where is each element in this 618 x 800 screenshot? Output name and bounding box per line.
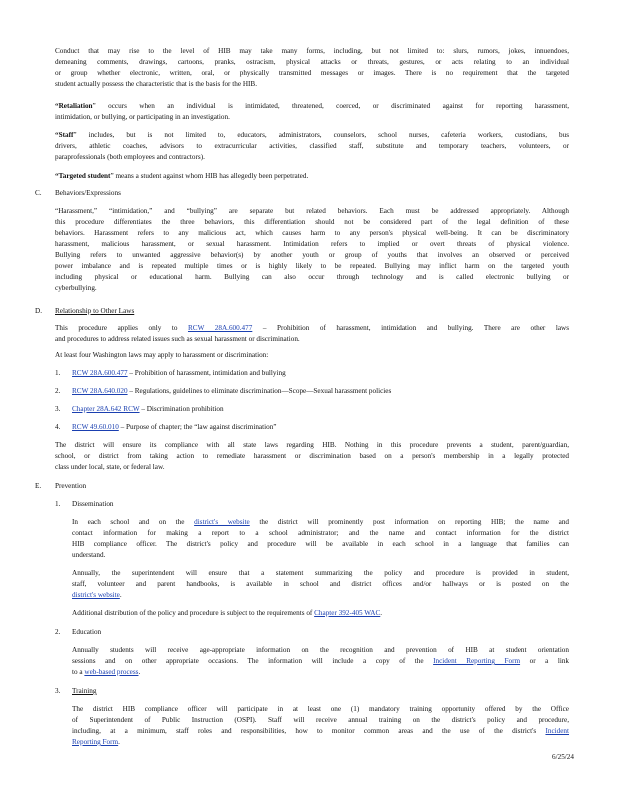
law-description: – Purpose of chapter; the “law against discrimination” — [118, 423, 277, 431]
dissemination-text: staff, volunteer and parent handbooks, is available in school and district offices and/or hallways or is posted on the — [72, 580, 569, 588]
section-d-text: At least four Washington laws may apply to harassment or discrimination: — [55, 351, 269, 359]
section-c-paragraph — [55, 206, 569, 294]
term-targeted-student: “Targeted student — [55, 172, 111, 180]
law-description: – Prohibition of harassment, intimidation and bullying — [127, 369, 286, 377]
education-text: to a — [72, 668, 85, 676]
footer-date: 6/25/24 — [552, 753, 574, 761]
incident-reporting-form-link[interactable]: Incident — [545, 727, 570, 735]
incident-reporting-form-link[interactable]: Incident Reporting Form — [433, 657, 521, 665]
term-staff: “Staff — [55, 131, 74, 139]
section-c-line: Bullying refers to unwanted aggressive behavior(s) by another youth or group of youths that involves an observed or perceived — [55, 251, 569, 259]
section-c-line: harassment, malicious harassment, or sexual harassment. Intimidation refers to implied or overt threats of physical violence. — [55, 240, 569, 248]
law-description: – Regulations, guidelines to eliminate discrimination—Scope—Sexual harassment policies — [127, 387, 392, 395]
law-description: – Discrimination prohibition — [139, 405, 224, 413]
definition-targeted-student — [55, 171, 569, 182]
chapter-28a-642-rcw-link[interactable]: Chapter 28A.642 RCW — [72, 405, 140, 413]
training-title: Training — [72, 687, 97, 695]
dissemination-text: understand. — [72, 551, 106, 559]
section-d-text: and procedures to address related issues such as sexual harassment or discrimination. — [55, 335, 300, 343]
section-d-letter: D. — [35, 307, 42, 315]
subsection-number: 1. — [55, 500, 61, 508]
dissemination-text: In each school and on the — [72, 518, 185, 526]
section-d-paragraph-3 — [55, 440, 569, 473]
training-text: including, at a minimum, staff roles and responsibilities, how to monitor common areas and the use of the district's — [72, 727, 537, 735]
chapter-392-405-wac-link[interactable]: Chapter 392-405 WAC — [314, 609, 381, 617]
section-c-letter: C. — [35, 189, 42, 197]
section-c-line: behaviors. Harassment refers to any malicious act, which causes harm to any person's physical well-being. It can be discriminatory — [55, 229, 569, 237]
section-e-letter: E. — [35, 482, 42, 490]
section-c-title: Behaviors/Expressions — [55, 189, 121, 197]
law-number: 2. — [55, 387, 61, 395]
section-d-text: class under local, state, or federal law. — [55, 463, 165, 471]
education-text: sessions and on other appropriate occasions. The information will include a copy of the — [72, 657, 424, 665]
section-d-text: Prohibition of harassment, intimidation and bullying. There are other laws — [277, 324, 569, 332]
rcw-28a-600-477-link[interactable]: RCW 28A.600.477 — [72, 369, 128, 377]
dissemination-text: Annually, the superintendent will ensure that a statement summarizing the policy and procedure is provided in student, — [72, 569, 569, 577]
section-d-text: school, or district from taking action to remediate harassment or discrimination based on a person's membership in a legally protected — [55, 452, 569, 460]
period: . — [119, 591, 122, 599]
dissemination-text: Additional distribution of the policy and procedure is subject to the requirements of — [72, 609, 313, 617]
intro-paragraph — [55, 46, 569, 90]
dissemination-text: HIB compliance officer. The district's policy and procedure will be available in each school in a language that families can — [72, 540, 569, 548]
education-text: Annually students will receive age-appropriate information on the recognition and prevention of HIB at student orientation — [72, 646, 569, 654]
web-based-process-link[interactable]: web-based process — [84, 668, 139, 676]
education-title: Education — [72, 628, 102, 636]
training-text: of Superintendent of Public Instruction (OSPI). Staff will receive annual training on the district's policy and procedure, — [72, 716, 569, 724]
period: . — [138, 668, 141, 676]
period: . — [380, 609, 383, 617]
intro-line: Conduct that may rise to the level of HIB may take many forms, including, but not limited to: slurs, rumors, jokes, innuendoes, — [55, 47, 569, 55]
rcw-28a-640-020-link[interactable]: RCW 28A.640.020 — [72, 387, 128, 395]
incident-reporting-form-link-continued[interactable]: Reporting Form — [72, 738, 119, 746]
training-text: The district HIB compliance officer will participate in at least one (1) mandatory training opportunity offered by the Office — [72, 705, 569, 713]
section-c-line: power imbalance and is repeated multiple times or is highly likely to be repeated. Bullying may inflict harm on the targeted youth — [55, 262, 569, 270]
definition-retaliation — [55, 101, 569, 123]
rcw-49-60-010-link[interactable]: RCW 49.60.010 — [72, 423, 119, 431]
section-d-text: This procedure applies only to — [55, 324, 178, 332]
district-website-link[interactable]: district's website — [194, 518, 250, 526]
subsection-number: 3. — [55, 687, 61, 695]
section-c-line: “Harassment,” “intimidation,” and “bullying” are separate but related behaviors. Each must be addressed appropriately. Although — [55, 207, 569, 215]
section-d-paragraph-2 — [55, 350, 569, 361]
section-c-line: cyberbullying. — [55, 284, 97, 292]
dissemination-paragraph-3 — [72, 608, 569, 619]
law-item — [72, 386, 569, 397]
section-e-title: Prevention — [55, 482, 87, 490]
definition-text: ” occurs when an individual is intimidated, threatened, coerced, or discriminated against for reporting harassment, — [92, 102, 569, 110]
section-d-paragraph-1: This procedure applies only to RCW 28A.600.477 – Prohibition of harassment, intimidation and bullying. There are other laws and procedures to address related issues such as sexual harassment or discrimination. — [55, 324, 569, 343]
dissemination-text: the district will prominently post information on reporting HIB; the name and — [249, 518, 570, 526]
intro-line: or group whether electronic, written, oral, or physically transmitted messages or images. There is no requirement that the targeted — [55, 69, 569, 77]
rcw-28a-600-477-link[interactable]: RCW 28A.600.477 — [187, 324, 253, 332]
intro-line: demeaning comments, drawings, cartoons, pranks, ostracism, physical attacks or threats, gestures, or acts relating to an individual — [55, 58, 569, 66]
definition-text: ” means a student against whom HIB has allegedly been perpetrated. — [110, 172, 309, 180]
law-item — [72, 404, 569, 415]
section-c-line: this procedure differentiates the three behaviors, this differentiation should not be considered part of the legal definition of these — [55, 218, 569, 226]
dissemination-paragraph-1 — [72, 517, 569, 561]
law-item — [72, 422, 569, 433]
district-website-link[interactable]: district's website — [72, 591, 120, 599]
term-retaliation: “Retaliation — [55, 102, 93, 110]
dissemination-title: Dissemination — [72, 500, 114, 508]
definition-text: drivers, athletic coaches, advisors to extracurricular activities, classified staff, substitute and temporary teachers, volunteers, or — [55, 142, 569, 150]
period: . — [118, 738, 120, 746]
law-item — [72, 368, 569, 379]
law-number: 3. — [55, 405, 61, 413]
definition-staff — [55, 130, 569, 163]
dissemination-text: contact information for making a report to a school administrator; and the name and contact information for the district — [72, 529, 569, 537]
training-paragraph — [72, 704, 569, 748]
intro-line: student actually possess the characteristic that is the basis for the HIB. — [55, 80, 257, 88]
section-d-text: The district will ensure its compliance with all state laws regarding HIB. Nothing in this procedure prevents a student, parent/guardian, — [55, 441, 569, 449]
definition-text: ” includes, but is not limited to, educators, administrators, counselors, school nurses, cafeteria workers, custodians, bus — [73, 131, 569, 139]
law-number: 4. — [55, 423, 61, 431]
section-d-title: Relationship to Other Laws — [55, 307, 135, 315]
definition-text: paraprofessionals (both employees and contractors). — [55, 153, 205, 161]
education-paragraph — [72, 645, 569, 678]
dissemination-paragraph-2 — [72, 568, 569, 601]
subsection-number: 2. — [55, 628, 61, 636]
education-text: or a link — [520, 657, 570, 665]
definition-text: intimidation, or bullying, or participating in an investigation. — [55, 113, 230, 121]
law-number: 1. — [55, 369, 61, 377]
section-c-line: including physical or educational harm. Bullying can also occur through technology and is called electronic bullying or — [55, 273, 569, 281]
